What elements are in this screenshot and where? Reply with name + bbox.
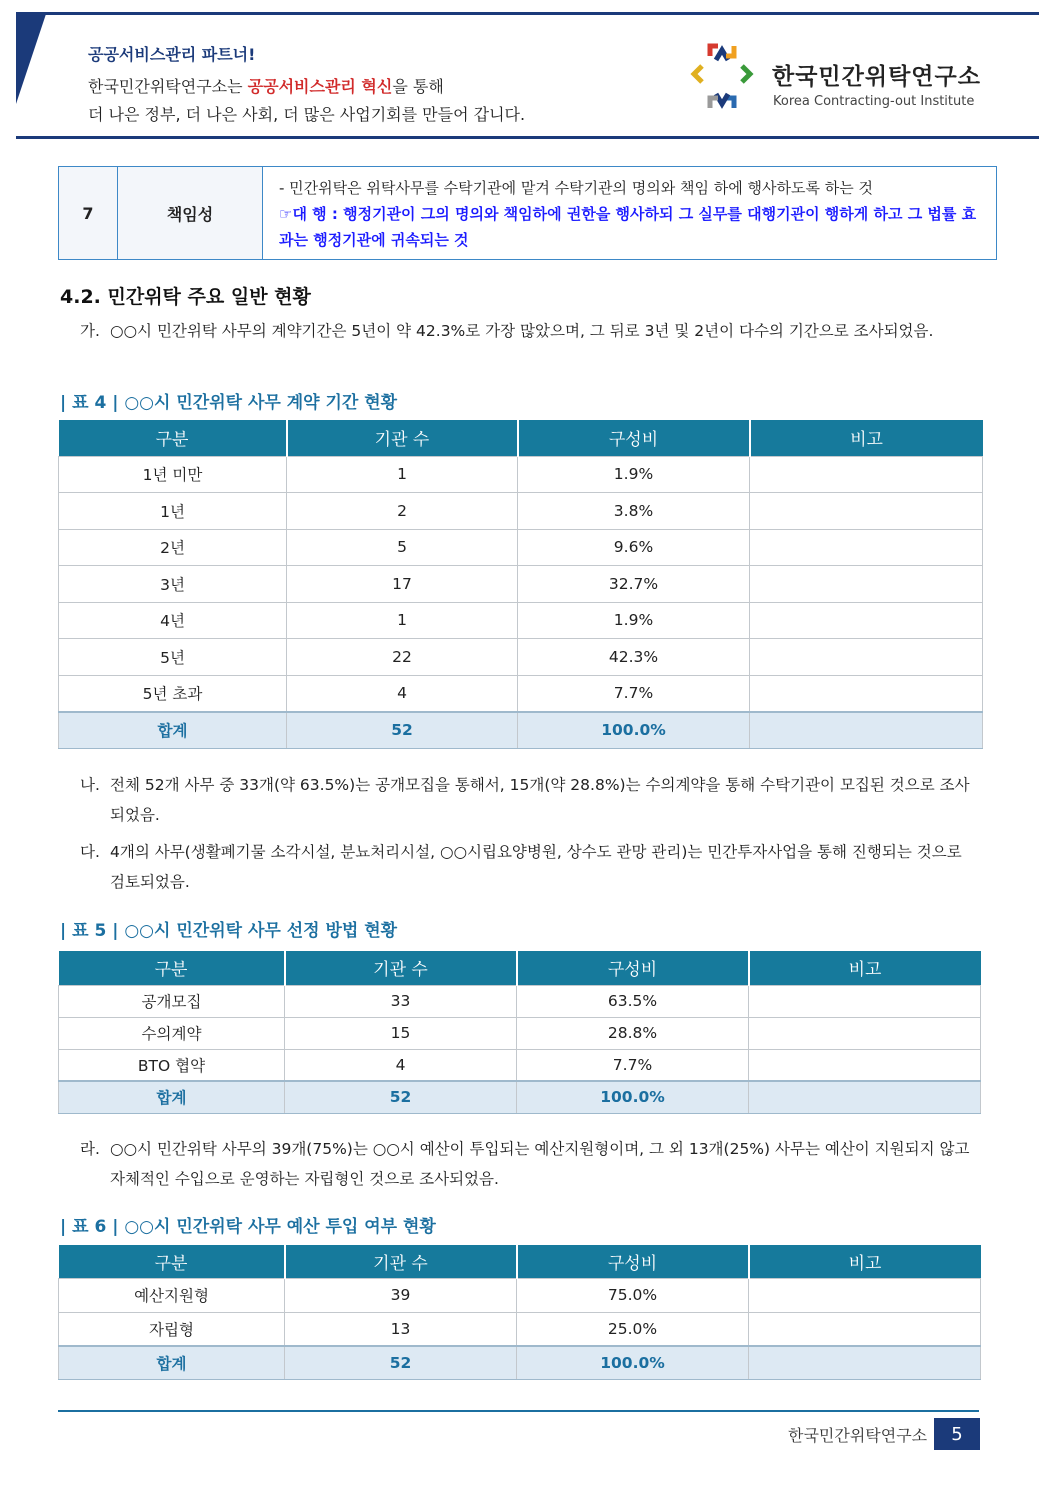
cell-category: 수의계약 (59, 1017, 285, 1049)
table4-header-category: 구분 (59, 420, 287, 456)
table6-caption: | 표 6 | ○○시 민간위탁 사무 예산 투입 여부 현황 (60, 1217, 436, 1237)
paragraph-na (80, 770, 980, 830)
table5-header-ratio: 구성비 (517, 951, 749, 985)
page-number: 5 (934, 1418, 980, 1450)
definition-law-text: 대 행 : 행정기관이 그의 명의와 책임하에 권한을 행사하되 그 실무를 대행기관이 행하게 하고 그 법률 효과는 행정기관에 귀속되는 것 (279, 205, 977, 249)
cell-count: 17 (287, 566, 518, 603)
cell-ratio: 32.7% (518, 566, 750, 603)
definition-number: 7 (59, 167, 118, 259)
cell-ratio: 7.7% (517, 1049, 749, 1081)
cell-ratio: 1.9% (518, 456, 750, 493)
cell-note (749, 985, 981, 1017)
cell-ratio: 28.8% (517, 1017, 749, 1049)
table4 (58, 420, 983, 749)
table4-header-ratio: 구성비 (518, 420, 750, 456)
table4-header-note: 비고 (750, 420, 983, 456)
header-slogan-suffix: 을 통해 (392, 77, 444, 96)
table5-caption: | 표 5 | ○○시 민간위탁 사무 선정 방법 현황 (60, 921, 398, 941)
table-row (59, 456, 983, 493)
cell-category: 4년 (59, 602, 287, 639)
definition-table (58, 166, 997, 260)
cell-category: 5년 초과 (59, 675, 287, 712)
cell-note (750, 675, 983, 712)
definition-body (263, 167, 996, 259)
header-top-rule (16, 12, 1039, 15)
table6-header-ratio: 구성비 (517, 1245, 749, 1278)
table-total-row (59, 712, 983, 749)
cell-category: 예산지원형 (59, 1278, 285, 1312)
cell-note (750, 529, 983, 566)
star-burst-logo-icon (688, 42, 756, 112)
table6-header-note: 비고 (749, 1245, 981, 1278)
cell-count: 52 (285, 1346, 517, 1379)
paragraph-marker: 나. (80, 776, 100, 794)
table-row (59, 529, 983, 566)
cell-count: 22 (287, 639, 518, 676)
header-mission: 더 나은 정부, 더 나은 사회, 더 많은 사업기회를 만들어 갑니다. (88, 105, 526, 124)
definition-law (279, 201, 984, 253)
table5-header-category: 구분 (59, 951, 285, 985)
logo-name-en: Korea Contracting-out Institute (773, 94, 975, 109)
cell-count: 4 (285, 1049, 517, 1081)
cell-count: 4 (287, 675, 518, 712)
table4-header-count: 기관 수 (287, 420, 518, 456)
cell-note (749, 1312, 981, 1346)
cell-note (749, 1346, 981, 1379)
header-corner-triangle (16, 14, 46, 104)
table-row (59, 602, 983, 639)
paragraph-ga (80, 316, 980, 346)
cell-ratio: 63.5% (517, 985, 749, 1017)
cell-count: 52 (285, 1081, 517, 1113)
paragraph-da (80, 837, 980, 897)
table-row (59, 493, 983, 530)
paragraph-marker: 다. (80, 843, 100, 861)
cell-note (749, 1049, 981, 1081)
cell-count: 1 (287, 456, 518, 493)
paragraph-text: ○○시 민간위탁 사무의 계약기간은 5년이 약 42.3%로 가장 많았으며, 그 뒤로 3년 및 2년이 다수의 기간으로 조사되었음. (110, 322, 934, 340)
paragraph-text: ○○시 민간위탁 사무의 39개(75%)는 ○○시 예산이 투입되는 예산지원형이며, 그 외 13개(25%) 사무는 예산이 지원되지 않고 자체적인 수입으로 운영하는 자립형인 것으로 조사되었음. (110, 1140, 970, 1188)
cell-ratio: 100.0% (518, 712, 750, 749)
table-row (59, 566, 983, 603)
table-total-row (59, 1081, 981, 1113)
cell-count: 33 (285, 985, 517, 1017)
cell-category: 1년 미만 (59, 456, 287, 493)
section-title: 4.2. 민간위탁 주요 일반 현황 (60, 286, 311, 308)
definition-description: - 민간위탁은 위탁사무를 수탁기관에 맡겨 수탁기관의 명의와 책임 하에 행사하도록 하는 것 (279, 179, 873, 197)
header-bottom-rule (16, 136, 1039, 139)
cell-note (750, 456, 983, 493)
cell-count: 5 (287, 529, 518, 566)
table6-header-count: 기관 수 (285, 1245, 517, 1278)
header-slogan (88, 74, 444, 97)
header-tagline: 공공서비스관리 파트너! (88, 45, 256, 64)
table6-header-category: 구분 (59, 1245, 285, 1278)
table-row (59, 1017, 981, 1049)
table-row (59, 1312, 981, 1346)
cell-note (750, 493, 983, 530)
cell-ratio: 75.0% (517, 1278, 749, 1312)
cell-note (749, 1081, 981, 1113)
cell-category: BTO 협약 (59, 1049, 285, 1081)
cell-category: 합계 (59, 1081, 285, 1113)
cell-ratio: 100.0% (517, 1346, 749, 1379)
cell-note (750, 639, 983, 676)
cell-count: 1 (287, 602, 518, 639)
table5-header-count: 기관 수 (285, 951, 517, 985)
cell-count: 52 (287, 712, 518, 749)
logo-name-ko: 한국민간위탁연구소 (772, 64, 981, 90)
cell-note (749, 1017, 981, 1049)
cell-count: 13 (285, 1312, 517, 1346)
cell-ratio: 42.3% (518, 639, 750, 676)
paragraph-ra (80, 1134, 980, 1194)
cell-ratio: 25.0% (517, 1312, 749, 1346)
cell-ratio: 100.0% (517, 1081, 749, 1113)
table5-header-note: 비고 (749, 951, 981, 985)
cell-ratio: 9.6% (518, 529, 750, 566)
cell-ratio: 1.9% (518, 602, 750, 639)
cell-count: 15 (285, 1017, 517, 1049)
table-row (59, 985, 981, 1017)
cell-category: 1년 (59, 493, 287, 530)
table-row (59, 639, 983, 676)
table-row (59, 1278, 981, 1312)
pointing-hand-icon: ☞ (279, 205, 293, 223)
footer-rule (58, 1410, 979, 1412)
table6 (58, 1245, 981, 1380)
header-slogan-highlight: 공공서비스관리 혁신 (247, 77, 393, 96)
footer-org: 한국민간위탁연구소 (788, 1426, 928, 1445)
header-slogan-prefix: 한국민간위탁연구소는 (88, 77, 248, 96)
cell-ratio: 7.7% (518, 675, 750, 712)
table-row (59, 1049, 981, 1081)
paragraph-marker: 가. (80, 322, 100, 340)
cell-count: 2 (287, 493, 518, 530)
cell-count: 39 (285, 1278, 517, 1312)
cell-category: 5년 (59, 639, 287, 676)
table5 (58, 951, 981, 1114)
cell-note (750, 566, 983, 603)
table-total-row (59, 1346, 981, 1379)
table4-caption: | 표 4 | ○○시 민간위탁 사무 계약 기간 현황 (60, 393, 398, 413)
cell-note (749, 1278, 981, 1312)
cell-category: 공개모집 (59, 985, 285, 1017)
paragraph-marker: 라. (80, 1140, 100, 1158)
cell-ratio: 3.8% (518, 493, 750, 530)
table-row (59, 675, 983, 712)
cell-note (750, 712, 983, 749)
cell-category: 합계 (59, 712, 287, 749)
cell-category: 3년 (59, 566, 287, 603)
cell-note (750, 602, 983, 639)
cell-category: 자립형 (59, 1312, 285, 1346)
cell-category: 2년 (59, 529, 287, 566)
paragraph-text: 4개의 사무(생활폐기물 소각시설, 분뇨처리시설, ○○시립요양병원, 상수도 관망 관리)는 민간투자사업을 통해 진행되는 것으로 검토되었음. (110, 843, 962, 891)
definition-term: 책임성 (118, 167, 263, 259)
paragraph-text: 전체 52개 사무 중 33개(약 63.5%)는 공개모집을 통해서, 15개(약 28.8%)는 수의계약을 통해 수탁기관이 모집된 것으로 조사되었음. (110, 776, 970, 824)
cell-category: 합계 (59, 1346, 285, 1379)
